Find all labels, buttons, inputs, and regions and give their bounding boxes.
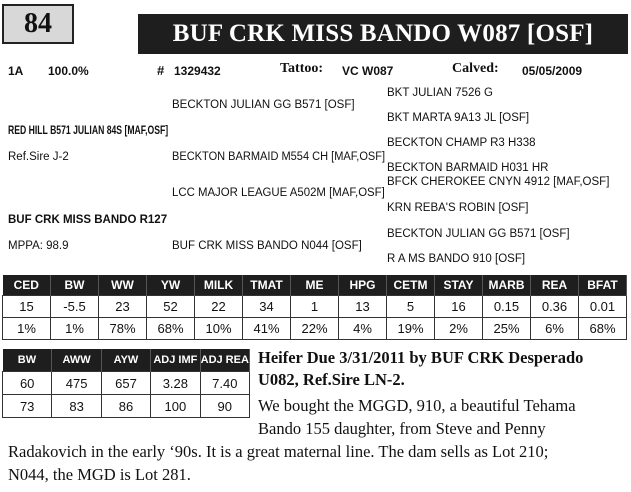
epd-value-row [3,296,627,318]
performance-table [2,349,250,418]
epd-percentile: 25% [483,318,531,340]
epd-percentile: 41% [243,318,291,340]
epd-percentile: 1% [3,318,51,340]
epd-percentile: 78% [99,318,147,340]
perf-header: BW [3,349,52,372]
sire-dam-sire: BECKTON CHAMP R3 H338 [387,137,536,149]
perf-ratio: 90 [200,395,249,418]
epd-header: BW [51,275,99,296]
epd-value: 34 [243,296,291,318]
epd-percentile: 6% [531,318,579,340]
epd-header: MARB [483,275,531,296]
epd-value: -5.5 [51,296,99,318]
perf-header: ADJ REA [200,349,249,372]
epd-header: WW [99,275,147,296]
reg-label: # [157,63,165,78]
class-label: 1A [8,64,24,78]
perf-ratio: 83 [52,395,101,418]
epd-header: BFAT [579,275,627,296]
epd-value: 1 [291,296,339,318]
perf-ratio-row [3,395,250,418]
epd-header: HPG [339,275,387,296]
lot-number: 84 [2,4,74,44]
dam-dam: BUF CRK MISS BANDO N044 [OSF] [172,240,362,252]
dam-note: MPPA: 98.9 [8,240,69,252]
tattoo-value: VC W087 [342,64,394,78]
epd-value: 16 [435,296,483,318]
sire-sire: BECKTON JULIAN GG B571 [OSF] [172,99,355,111]
epd-value: 0.36 [531,296,579,318]
epd-header: STAY [435,275,483,296]
calved-label: Calved: [452,61,499,76]
epd-percentile-row [3,318,627,340]
epd-value: 23 [99,296,147,318]
perf-value: 7.40 [200,372,249,395]
sire-note: Ref.Sire J-2 [8,151,69,163]
sire-sire-sire: BKT JULIAN 7526 G [387,87,493,99]
sire: RED HILL B571 JULIAN 84S [MAF,OSF] [8,125,169,137]
note-line: Radakovich in the early ‘90s. It is a great maternal line. The dam sells as Lot 210; [8,442,549,461]
epd-value: 0.01 [579,296,627,318]
epd-value: 5 [387,296,435,318]
sire-sire-dam: BKT MARTA 9A13 JL [OSF] [387,112,530,124]
epd-value: 52 [147,296,195,318]
sire-dam-dam: BECKTON BARMAID H031 HR [387,162,549,174]
perf-ratio: 100 [151,395,200,418]
epd-percentile: 68% [147,318,195,340]
epd-value: 0.15 [483,296,531,318]
dam-sire-dam: KRN REBA'S ROBIN [OSF] [387,202,529,214]
epd-percentile: 2% [435,318,483,340]
tattoo-label: Tattoo: [280,61,324,76]
perf-value-row [3,372,250,395]
perf-header: ADJ IMF [151,349,200,372]
epd-percentile: 10% [195,318,243,340]
sire-dam: BECKTON BARMAID M554 CH [MAF,OSF] [172,151,386,163]
epd-header: CED [3,275,51,296]
breeding-note-heading: Heifer Due 3/31/2011 by BUF CRK Desperado U082, Ref.Sire LN-2. [258,348,584,389]
perf-ratio: 86 [101,395,150,418]
dam-sire: LCC MAJOR LEAGUE A502M [MAF,OSF] [172,187,385,199]
epd-header: CETM [387,275,435,296]
perf-header: AYW [101,349,150,372]
percent-value: 100.0% [48,64,89,78]
dam-dam-sire: BECKTON JULIAN GG B571 [OSF] [387,228,570,240]
perf-header-row [3,349,250,372]
epd-value: 22 [195,296,243,318]
note-line: N044, the MGD is Lot 281. [8,465,191,484]
epd-header: ME [291,275,339,296]
reg-number: 1329432 [174,64,221,78]
perf-value: 475 [52,372,101,395]
dam-dam-dam: R A MS BANDO 910 [OSF] [387,253,526,265]
note-line: We bought the MGGD, 910, a beautiful Tehama [258,396,576,415]
calved-date: 05/05/2009 [522,64,583,78]
perf-value: 3.28 [151,372,200,395]
epd-percentile: 68% [579,318,627,340]
epd-header: YW [147,275,195,296]
epd-header-row [3,275,627,296]
epd-header: REA [531,275,579,296]
epd-percentile: 4% [339,318,387,340]
epd-value: 15 [3,296,51,318]
dam: BUF CRK MISS BANDO R127 [8,214,168,226]
epd-table [2,275,627,340]
animal-name: BUF CRK MISS BANDO W087 [OSF] [138,14,628,54]
perf-ratio: 73 [3,395,52,418]
epd-value: 13 [339,296,387,318]
note-line: Bando 155 daughter, from Steve and Penny [258,419,546,438]
perf-value: 60 [3,372,52,395]
epd-percentile: 22% [291,318,339,340]
perf-header: AWW [52,349,101,372]
epd-percentile: 1% [51,318,99,340]
dam-sire-sire: BFCK CHEROKEE CNYN 4912 [MAF,OSF] [387,176,610,188]
epd-header: TMAT [243,275,291,296]
perf-value: 657 [101,372,150,395]
epd-header: MILK [195,275,243,296]
epd-percentile: 19% [387,318,435,340]
